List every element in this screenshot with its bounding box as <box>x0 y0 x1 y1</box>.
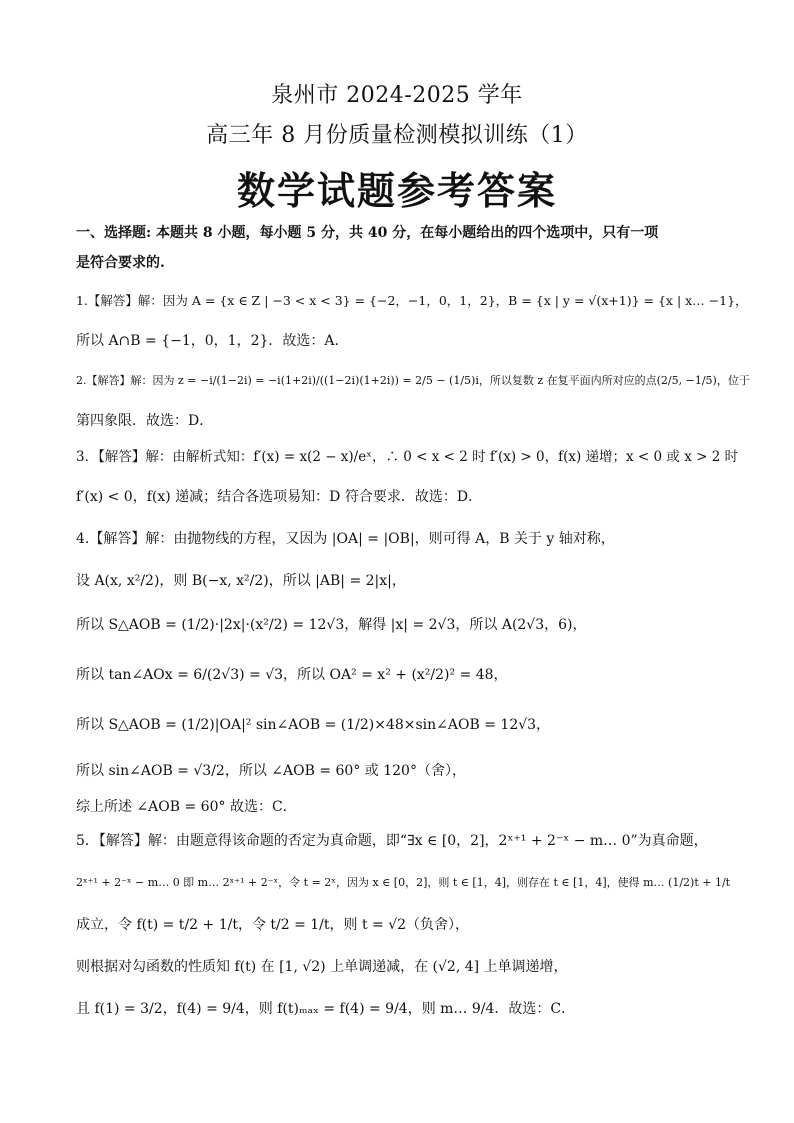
document-title-line2: 高三年 8 月份质量检测模拟训练（1） <box>206 123 588 148</box>
answer-5-line-4: 则根据对勾函数的性质知 f(t) 在 [1, √2) 上单调递减，在 (√2, 4] 上单调递增， <box>76 959 568 975</box>
answer-4-line-7: 综上所述 ∠AOB = 60° 故选：C． <box>76 799 297 815</box>
answer-4-line-1: 4.【解答】解：由抛物线的方程，又因为 |OA| = |OB|，则可得 A，B 关于 y 轴对称， <box>76 531 615 547</box>
document-title-line1: 泉州市 2024-2025 学年 <box>271 83 523 108</box>
answer-1-line-2: 所以 A∩B = {−1，0，1，2}．故选：A． <box>76 333 349 349</box>
answer-2-line-1: 2.【解答】解：因为 z = −i/(1−2i) = −i(1+2i)/((1−2i)(1+2i)) = 2/5 − (1/5)i，所以复数 z 在复平面内所对应的点(2/5, −1/5)，位于 <box>76 374 750 387</box>
answer-4-line-6: 所以 sin∠AOB = √3/2，所以 ∠AOB = 60° 或 120°（舍）， <box>76 763 466 779</box>
answer-4-line-2: 设 A(x, x²/2)，则 B(−x, x²/2)，所以 |AB| = 2|x|， <box>76 573 406 589</box>
answer-4-line-4: 所以 tan∠AOx = 6/(2√3) = √3，所以 OA² = x² + (x²/2)² = 48， <box>76 667 508 683</box>
answer-4-line-3: 所以 S△AOB = (1/2)·|2x|·(x²/2) = 12√3，解得 |x| = 2√3，所以 A(2√3，6)， <box>76 617 587 633</box>
answer-5-line-1: 5．【解答】解：由题意得该命题的否定为真命题，即“∃x ∈ [0，2]，2ˣ⁺¹ + 2⁻ˣ − m… 0”为真命题， <box>76 833 708 849</box>
answer-5-line-3: 成立，令 f(t) = t/2 + 1/t，令 t/2 = 1/t，则 t = √2（负舍）， <box>76 917 470 933</box>
section-heading-cont: 是符合要求的. <box>76 255 165 271</box>
answer-1-line-1: 1.【解答】解：因为 A = {x ∈ Z | −3 < x < 3} = {−2，−1，0，1，2}，B = {x | y = √(x+1)} = {x | x… −1}， <box>76 293 748 308</box>
answer-3-line-1: 3．【解答】解：由解析式知：f′(x) = x(2 − x)/eˣ，∴ 0 < x < 2 时 f′(x) > 0，f(x) 递增；x < 0 或 x > 2 时 <box>76 449 739 465</box>
answer-2-line-2: 第四象限．故选：D． <box>76 413 214 429</box>
section-heading: 一、选择题: 本题共 8 小题，每小题 5 分，共 40 分，在每小题给出的四个选项中，只有一项 <box>76 225 659 241</box>
answer-4-line-5: 所以 S△AOB = (1/2)|OA|² sin∠AOB = (1/2)×48×sin∠AOB = 12√3， <box>76 717 551 733</box>
answer-5-line-5: 且 f(1) = 3/2，f(4) = 9/4，则 f(t)ₘₐₓ = f(4) = 9/4，则 m… 9/4．故选：C． <box>76 1001 576 1017</box>
answer-3-line-2: f′(x) < 0，f(x) 递减；结合各选项易知：D 符合要求．故选：D． <box>76 489 483 505</box>
answer-5-line-2: 2ˣ⁺¹ + 2⁻ˣ − m… 0 即 m… 2ˣ⁺¹ + 2⁻ˣ，令 t = 2ˣ，因为 x ∈ [0，2]，则 t ∈ [1，4]，则存在 t ∈ [1，4]，使得 m… (1/2)t + 1/t <box>76 876 731 889</box>
document-main-title: 数学试题参考答案 <box>236 168 557 213</box>
